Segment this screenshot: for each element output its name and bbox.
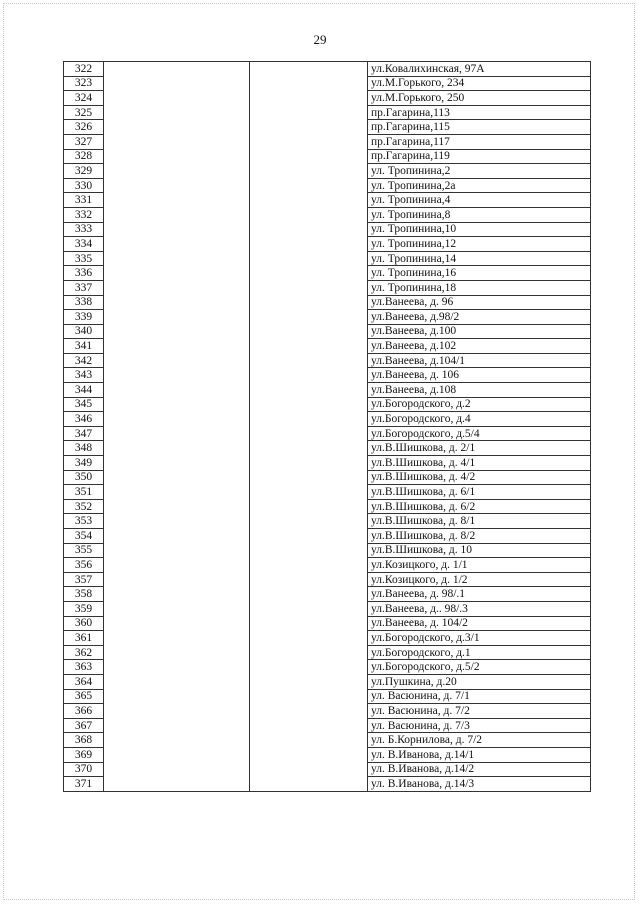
address-cell: ул.Ванеева, д.102 xyxy=(368,339,591,354)
address-cell: пр.Гагарина,117 xyxy=(368,134,591,149)
row-number: 365 xyxy=(64,689,104,704)
row-number: 326 xyxy=(64,120,104,135)
empty-column-3 xyxy=(250,62,368,792)
row-number: 331 xyxy=(64,193,104,208)
address-cell: ул.В.Шишкова, д. 8/2 xyxy=(368,529,591,544)
row-number: 359 xyxy=(64,601,104,616)
row-number: 360 xyxy=(64,616,104,631)
address-cell: ул.Богородского, д.2 xyxy=(368,397,591,412)
row-number: 353 xyxy=(64,514,104,529)
address-cell: ул.Ванеева, д.104/1 xyxy=(368,353,591,368)
row-number: 325 xyxy=(64,105,104,120)
address-cell: ул.Ванеева, д. 96 xyxy=(368,295,591,310)
row-number: 363 xyxy=(64,660,104,675)
empty-column-2 xyxy=(104,62,250,792)
address-cell: ул. Тропинина,18 xyxy=(368,280,591,295)
row-number: 336 xyxy=(64,266,104,281)
address-cell: ул. В.Иванова, д.14/1 xyxy=(368,747,591,762)
row-number: 342 xyxy=(64,353,104,368)
row-number: 362 xyxy=(64,645,104,660)
address-cell: ул.Ванеева, д. 104/2 xyxy=(368,616,591,631)
row-number: 333 xyxy=(64,222,104,237)
row-number: 367 xyxy=(64,718,104,733)
address-cell: ул.Ванеева, д. 106 xyxy=(368,368,591,383)
row-number: 349 xyxy=(64,456,104,471)
address-cell: ул.Ванеева, д.108 xyxy=(368,383,591,398)
address-cell: ул.М.Горького, 250 xyxy=(368,91,591,106)
row-number: 339 xyxy=(64,310,104,325)
row-number: 335 xyxy=(64,251,104,266)
address-cell: пр.Гагарина,115 xyxy=(368,120,591,135)
address-cell: ул. В.Иванова, д.14/3 xyxy=(368,777,591,792)
row-number: 344 xyxy=(64,383,104,398)
address-cell: ул.Ковалихинская, 97А xyxy=(368,62,591,77)
row-number: 334 xyxy=(64,237,104,252)
address-cell: ул. Тропинина,2а xyxy=(368,178,591,193)
address-cell: ул. Васюнина, д. 7/1 xyxy=(368,689,591,704)
address-cell: ул.Богородского, д.5/4 xyxy=(368,426,591,441)
row-number: 337 xyxy=(64,280,104,295)
address-cell: ул.Богородского, д.1 xyxy=(368,645,591,660)
address-cell: пр.Гагарина,119 xyxy=(368,149,591,164)
address-cell: пр.Гагарина,113 xyxy=(368,105,591,120)
address-cell: ул. Тропинина,4 xyxy=(368,193,591,208)
row-number: 329 xyxy=(64,164,104,179)
table-row xyxy=(64,62,591,77)
address-cell: ул.Богородского, д.4 xyxy=(368,412,591,427)
row-number: 338 xyxy=(64,295,104,310)
row-number: 352 xyxy=(64,499,104,514)
row-number: 351 xyxy=(64,485,104,500)
row-number: 355 xyxy=(64,543,104,558)
address-cell: ул.Ванеева, д.. 98/.3 xyxy=(368,601,591,616)
row-number: 327 xyxy=(64,134,104,149)
address-cell: ул. Б.Корнилова, д. 7/2 xyxy=(368,733,591,748)
address-cell: ул. Тропинина,8 xyxy=(368,207,591,222)
address-cell: ул.Богородского, д.5/2 xyxy=(368,660,591,675)
row-number: 368 xyxy=(64,733,104,748)
page-number: 29 xyxy=(313,32,327,47)
row-number: 356 xyxy=(64,558,104,573)
row-number: 323 xyxy=(64,76,104,91)
row-number: 350 xyxy=(64,470,104,485)
address-table-body xyxy=(64,62,591,792)
address-cell: ул. Тропинина,10 xyxy=(368,222,591,237)
address-cell: ул.В.Шишкова, д. 2/1 xyxy=(368,441,591,456)
row-number: 357 xyxy=(64,572,104,587)
row-number: 358 xyxy=(64,587,104,602)
address-cell: ул.Ванеева, д.100 xyxy=(368,324,591,339)
address-cell: ул.В.Шишкова, д. 10 xyxy=(368,543,591,558)
row-number: 345 xyxy=(64,397,104,412)
address-cell: ул.Богородского, д.3/1 xyxy=(368,631,591,646)
row-number: 347 xyxy=(64,426,104,441)
address-cell: ул. Тропинина,16 xyxy=(368,266,591,281)
address-cell: ул.М.Горького, 234 xyxy=(368,76,591,91)
row-number: 369 xyxy=(64,747,104,762)
address-cell: ул.В.Шишкова, д. 8/1 xyxy=(368,514,591,529)
row-number: 330 xyxy=(64,178,104,193)
address-table xyxy=(63,61,591,792)
row-number: 332 xyxy=(64,207,104,222)
address-cell: ул.В.Шишкова, д. 4/1 xyxy=(368,456,591,471)
row-number: 322 xyxy=(64,62,104,77)
row-number: 364 xyxy=(64,674,104,689)
row-number: 341 xyxy=(64,339,104,354)
row-number: 348 xyxy=(64,441,104,456)
address-cell: ул.Пушкина, д.20 xyxy=(368,674,591,689)
address-cell: ул.Ванеева, д.98/2 xyxy=(368,310,591,325)
row-number: 370 xyxy=(64,762,104,777)
address-cell: ул.В.Шишкова, д. 6/2 xyxy=(368,499,591,514)
address-cell: ул.В.Шишкова, д. 4/2 xyxy=(368,470,591,485)
address-cell: ул.Козицкого, д. 1/2 xyxy=(368,572,591,587)
row-number: 366 xyxy=(64,704,104,719)
row-number: 354 xyxy=(64,529,104,544)
address-cell: ул. Тропинина,12 xyxy=(368,237,591,252)
row-number: 343 xyxy=(64,368,104,383)
address-cell: ул.Ванеева, д. 98/.1 xyxy=(368,587,591,602)
address-cell: ул. Тропинина,14 xyxy=(368,251,591,266)
address-cell: ул.В.Шишкова, д. 6/1 xyxy=(368,485,591,500)
row-number: 324 xyxy=(64,91,104,106)
address-cell: ул. Васюнина, д. 7/2 xyxy=(368,704,591,719)
row-number: 346 xyxy=(64,412,104,427)
address-cell: ул. Тропинина,2 xyxy=(368,164,591,179)
address-cell: ул. В.Иванова, д.14/2 xyxy=(368,762,591,777)
row-number: 361 xyxy=(64,631,104,646)
row-number: 328 xyxy=(64,149,104,164)
row-number: 340 xyxy=(64,324,104,339)
row-number: 371 xyxy=(64,777,104,792)
address-cell: ул. Васюнина, д. 7/3 xyxy=(368,718,591,733)
address-cell: ул.Козицкого, д. 1/1 xyxy=(368,558,591,573)
